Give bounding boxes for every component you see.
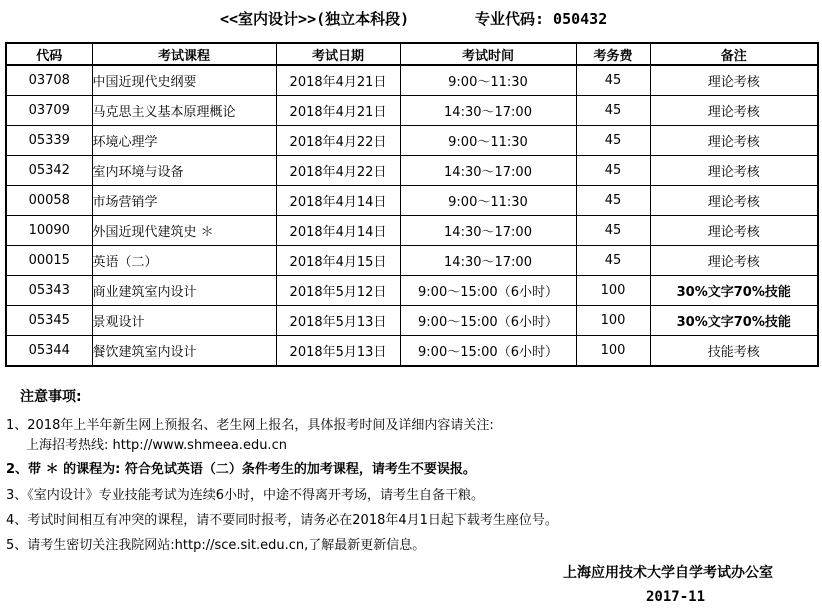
cell-course: 市场营销学 xyxy=(92,186,276,216)
cell-course: 马克思主义基本原理概论 xyxy=(92,96,276,126)
cell-time: 14:30～17:00 xyxy=(400,246,576,276)
cell-fee: 100 xyxy=(576,276,650,306)
cell-code: 05342 xyxy=(6,156,92,186)
cell-course: 室内环境与设备 xyxy=(92,156,276,186)
cell-note: 技能考核 xyxy=(650,336,818,367)
cell-fee: 100 xyxy=(576,336,650,367)
table-row xyxy=(6,306,818,336)
cell-code: 03708 xyxy=(6,65,92,96)
cell-fee: 45 xyxy=(576,96,650,126)
major-code: 专业代码: 050432 xyxy=(475,10,608,28)
cell-date: 2018年4月14日 xyxy=(276,186,400,216)
note-5: 5、请考生密切关注我院网站:http://sce.sit.edu.cn,了解最新更新信息。 xyxy=(6,538,426,553)
note-1: 1、2018年上半年新生网上预报名、老生网上报名，具体报考时间及详细内容请关注: xyxy=(6,418,494,433)
cell-code: 00058 xyxy=(6,186,92,216)
table-row xyxy=(6,156,818,186)
note-1-hotline: 上海招考热线: http://www.shmeea.edu.cn xyxy=(26,438,287,453)
cell-fee: 45 xyxy=(576,246,650,276)
table-header-row xyxy=(6,43,818,65)
exam-schedule-table xyxy=(5,42,819,367)
cell-time: 9:00～11:30 xyxy=(400,65,576,96)
cell-note: 理论考核 xyxy=(650,65,818,96)
cell-time: 9:00～15:00（6小时） xyxy=(400,276,576,306)
table-row xyxy=(6,336,818,367)
cell-date: 2018年5月12日 xyxy=(276,276,400,306)
cell-time: 9:00～15:00（6小时） xyxy=(400,306,576,336)
cell-date: 2018年4月22日 xyxy=(276,126,400,156)
cell-note: 理论考核 xyxy=(650,216,818,246)
cell-fee: 45 xyxy=(576,126,650,156)
table-row xyxy=(6,96,818,126)
note-3: 3、《室内设计》专业技能考试为连续6小时，中途不得离开考场，请考生自备干粮。 xyxy=(6,488,485,503)
cell-note: 理论考核 xyxy=(650,156,818,186)
cell-course: 中国近现代史纲要 xyxy=(92,65,276,96)
cell-time: 14:30～17:00 xyxy=(400,96,576,126)
cell-date: 2018年4月14日 xyxy=(276,216,400,246)
column-header-course: 考试课程 xyxy=(92,43,276,65)
cell-date: 2018年4月21日 xyxy=(276,65,400,96)
cell-date: 2018年5月13日 xyxy=(276,306,400,336)
cell-time: 9:00～15:00（6小时） xyxy=(400,336,576,367)
cell-code: 05344 xyxy=(6,336,92,367)
column-header-date: 考试日期 xyxy=(276,43,400,65)
issue-date: 2017-11 xyxy=(646,589,706,605)
cell-code: 05343 xyxy=(6,276,92,306)
cell-fee: 45 xyxy=(576,216,650,246)
cell-time: 9:00～11:30 xyxy=(400,126,576,156)
notes-heading: 注意事项: xyxy=(20,389,82,405)
column-header-time: 考试时间 xyxy=(400,43,576,65)
cell-date: 2018年4月21日 xyxy=(276,96,400,126)
cell-course: 景观设计 xyxy=(92,306,276,336)
cell-code: 00015 xyxy=(6,246,92,276)
cell-fee: 45 xyxy=(576,156,650,186)
cell-date: 2018年4月15日 xyxy=(276,246,400,276)
cell-fee: 45 xyxy=(576,186,650,216)
cell-time: 14:30～17:00 xyxy=(400,156,576,186)
cell-note: 理论考核 xyxy=(650,96,818,126)
table-row xyxy=(6,65,818,96)
cell-course: 商业建筑室内设计 xyxy=(92,276,276,306)
cell-time: 14:30～17:00 xyxy=(400,216,576,246)
cell-note: 30%文字70%技能 xyxy=(650,276,818,306)
cell-note: 理论考核 xyxy=(650,246,818,276)
table-row xyxy=(6,216,818,246)
table-row xyxy=(6,246,818,276)
column-header-code: 代码 xyxy=(6,43,92,65)
cell-time: 9:00～11:30 xyxy=(400,186,576,216)
document-title xyxy=(0,8,822,30)
cell-date: 2018年5月13日 xyxy=(276,336,400,367)
cell-fee: 100 xyxy=(576,306,650,336)
cell-note: 理论考核 xyxy=(650,186,818,216)
cell-course: 餐饮建筑室内设计 xyxy=(92,336,276,367)
column-header-fee: 考务费 xyxy=(576,43,650,65)
cell-note: 理论考核 xyxy=(650,126,818,156)
issuing-office: 上海应用技术大学自学考试办公室 xyxy=(563,565,773,581)
cell-code: 05339 xyxy=(6,126,92,156)
column-header-note: 备注 xyxy=(650,43,818,65)
cell-note: 30%文字70%技能 xyxy=(650,306,818,336)
table-row xyxy=(6,276,818,306)
table-row xyxy=(6,126,818,156)
table-row xyxy=(6,186,818,216)
note-4: 4、考试时间相互有冲突的课程，请不要同时报考，请务必在2018年4月1日起下载考生座位号。 xyxy=(6,513,558,528)
cell-code: 05345 xyxy=(6,306,92,336)
cell-course: 环境心理学 xyxy=(92,126,276,156)
cell-code: 03709 xyxy=(6,96,92,126)
cell-date: 2018年4月22日 xyxy=(276,156,400,186)
note-2: 2、带 ＊ 的课程为: 符合免试英语（二）条件考生的加考课程，请考生不要误报。 xyxy=(6,462,476,477)
program-title: <<室内设计>>(独立本科段) xyxy=(220,10,410,28)
cell-fee: 45 xyxy=(576,65,650,96)
cell-course: 英语（二） xyxy=(92,246,276,276)
cell-course: 外国近现代建筑史 ＊ xyxy=(92,216,276,246)
cell-code: 10090 xyxy=(6,216,92,246)
